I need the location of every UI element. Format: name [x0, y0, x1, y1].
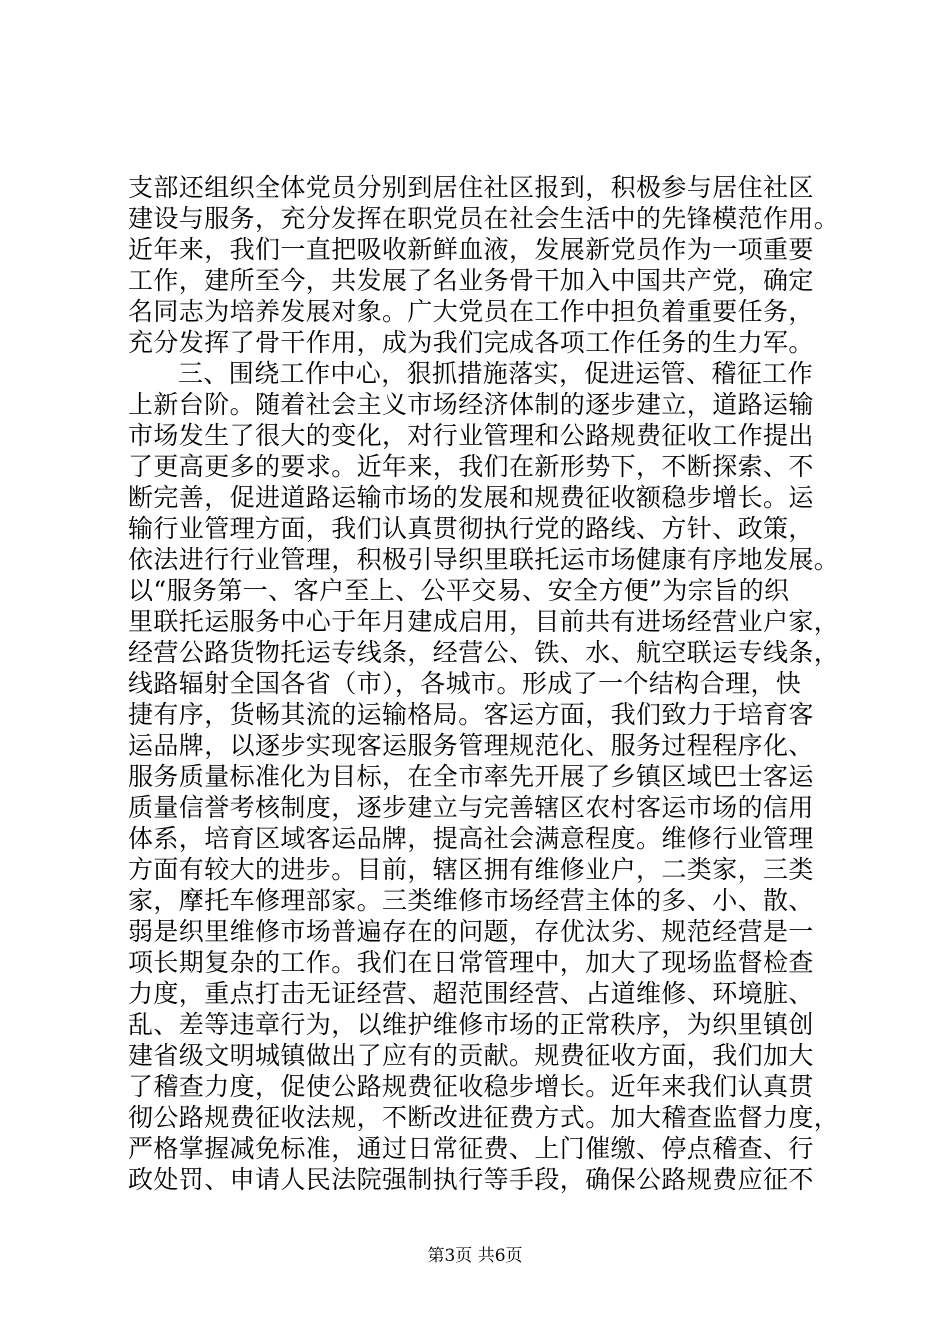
text-line: 上新台阶。随着社会主义市场经济体制的逐步建立，道路运输: [128, 390, 814, 419]
text-line: 断完善，促进道路运输市场的发展和规费征收额稳步增长。运: [128, 483, 814, 512]
text-line: 建设与服务，充分发挥在职党员在社会生活中的先锋模范作用。: [128, 204, 840, 233]
text-line: 依法进行行业管理，积极引导织里联托运市场健康有序地发展。: [128, 545, 840, 574]
text-line: 支部还组织全体党员分别到居住社区报到，积极参与居住社区: [128, 173, 814, 202]
text-line: 乱、差等违章行为，以维护维修市场的正常秩序，为织里镇创: [128, 1010, 814, 1039]
text-line: 体系，培育区域客运品牌，提高社会满意程度。维修行业管理: [128, 824, 814, 853]
text-line: 项长期复杂的工作。我们在日常管理中，加大了现场监督检查: [128, 948, 814, 977]
text-line: 名同志为培养发展对象。广大党员在工作中担负着重要任务，: [128, 297, 814, 326]
text-line: 市场发生了很大的变化，对行业管理和公路规费征收工作提出: [128, 421, 814, 450]
text-line: 线路辐射全国各省（市），各城市。形成了一个结构合理，快: [128, 669, 802, 698]
text-line: 家，摩托车修理部家。三类维修市场经营主体的多、小、散、: [128, 886, 814, 915]
text-line: 了稽查力度，促使公路规费征收稳步增长。近年来我们认真贯: [128, 1072, 814, 1101]
text-line: 力度，重点打击无证经营、超范围经营、占道维修、环境脏、: [128, 979, 814, 1008]
text-line: 严格掌握减免标准，通过日常征费、上门催缴、停点稽查、行: [128, 1134, 814, 1163]
text-line: 服务质量标准化为目标，在全市率先开展了乡镇区域巴士客运: [128, 762, 814, 791]
text-line: 方面有较大的进步。目前，辖区拥有维修业户，二类家，三类: [128, 855, 814, 884]
text-line: 质量信誉考核制度，逐步建立与完善辖区农村客运市场的信用: [128, 793, 814, 822]
text-line: 政处罚、申请人民法院强制执行等手段，确保公路规费应征不: [128, 1165, 814, 1194]
text-line: 以“服务第一、客户至上、公平交易、安全方便”为宗旨的织: [128, 576, 790, 605]
text-line: 建省级文明城镇做出了应有的贡献。规费征收方面，我们加大: [128, 1041, 814, 1070]
text-line: 运品牌，以逐步实现客运服务管理规范化、服务过程程序化、: [128, 731, 814, 760]
text-line: 弱是织里维修市场普遍存在的问题，存优汰劣、规范经营是一: [128, 917, 814, 946]
page-number-footer: 第3页 共6页: [427, 1246, 523, 1266]
text-line: 充分发挥了骨干作用，成为我们完成各项工作任务的生力军。: [128, 328, 814, 357]
text-line: 工作，建所至今，共发展了名业务骨干加入中国共产党，确定: [128, 266, 814, 295]
text-line: 输行业管理方面，我们认真贯彻执行党的路线、方针、政策，: [128, 514, 814, 543]
text-line: 彻公路规费征收法规，不断改进征费方式。加大稽查监督力度，: [128, 1103, 840, 1132]
body-text: [128, 172, 840, 1195]
text-line: 近年来，我们一直把吸收新鲜血液，发展新党员作为一项重要: [128, 235, 814, 264]
text-line: 里联托运服务中心于年月建成启用，目前共有进场经营业户家，: [128, 607, 840, 636]
text-line: 经营公路货物托运专线条，经营公、铁、水、航空联运专线条，: [128, 638, 840, 667]
paragraph-start-line: 三、围绕工作中心，狠抓措施落实，促进运管、稽征工作: [178, 359, 814, 388]
text-line: 捷有序，货畅其流的运输格局。客运方面，我们致力于培育客: [128, 700, 814, 729]
text-line: 了更高更多的要求。近年来，我们在新形势下，不断探索、不: [128, 452, 814, 481]
